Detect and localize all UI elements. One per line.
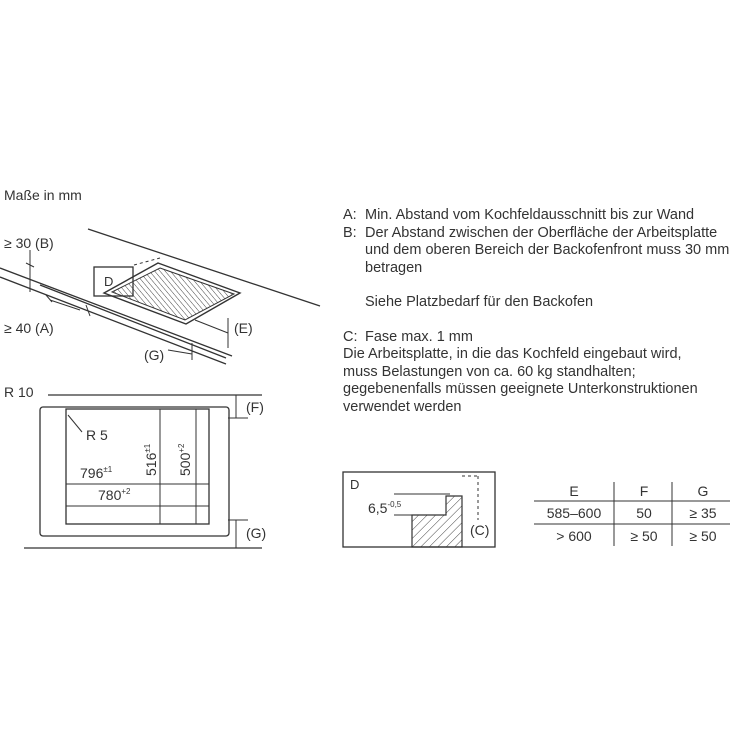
table-cell: 50 bbox=[636, 505, 652, 521]
table-cell: ≥ 50 bbox=[689, 528, 717, 544]
legend-text-a: Min. Abstand vom Kochfeldausschnitt bis zur Wand bbox=[365, 207, 695, 223]
detail-dim: $6,5^{-0,5}$ bbox=[368, 500, 402, 516]
label-r10: R 10 bbox=[4, 384, 34, 400]
legend-key-b: B: bbox=[343, 224, 357, 241]
units-label: Maße in mm bbox=[4, 187, 82, 203]
table-cell: 585–600 bbox=[546, 505, 602, 521]
table-cell: > 600 bbox=[556, 528, 592, 544]
legend-text-c: Fase max. 1 mm bbox=[365, 328, 473, 345]
label-min-40-a: ≥ 40 (A) bbox=[4, 320, 54, 336]
table-cell: ≥ 50 bbox=[630, 528, 658, 544]
legend-key-a: A: bbox=[343, 207, 357, 223]
detail-label-c: (C) bbox=[470, 522, 490, 538]
table-header-g: G bbox=[697, 483, 709, 499]
legend bbox=[343, 207, 733, 416]
label-r5: R 5 bbox=[86, 427, 108, 443]
label-g-top: (G) bbox=[246, 525, 267, 541]
legend-note-c: Die Arbeitsplatte, in die das Kochfeld eingebaut wird, muss Belastungen von ca. 60 kg standhalten; gegebenenfalls müssen geeignete Unterkonstruktionen verwendet werden bbox=[343, 346, 698, 415]
label-g-iso: (G) bbox=[144, 347, 165, 363]
label-516: $516^{\pm 1}$ bbox=[143, 443, 159, 476]
legend-text-b: Der Abstand zwischen der Oberfläche der Arbeitsplatte und dem oberen Bereich der Backofenfront muss 30 mm betragen bbox=[365, 224, 730, 276]
table-cell: ≥ 35 bbox=[689, 505, 717, 521]
legend-item-c bbox=[343, 329, 733, 347]
label-e: (E) bbox=[234, 320, 253, 336]
label-detail-d: D bbox=[104, 274, 114, 289]
label-min-30-b: ≥ 30 (B) bbox=[4, 235, 54, 251]
label-780: $780^{+2}$ bbox=[98, 487, 131, 503]
label-500: $500^{+2}$ bbox=[177, 443, 193, 476]
legend-item-a bbox=[343, 207, 733, 225]
label-f: (F) bbox=[246, 399, 264, 415]
table-header-f: F bbox=[639, 483, 649, 499]
detail-label-d: D bbox=[350, 477, 360, 492]
legend-note-b: Siehe Platzbedarf für den Backofen bbox=[365, 294, 594, 310]
label-796: $796^{\pm 1}$ bbox=[80, 465, 113, 481]
table-header-e: E bbox=[569, 483, 579, 499]
legend-item-b bbox=[343, 225, 733, 278]
legend-key-c: C: bbox=[343, 328, 358, 345]
